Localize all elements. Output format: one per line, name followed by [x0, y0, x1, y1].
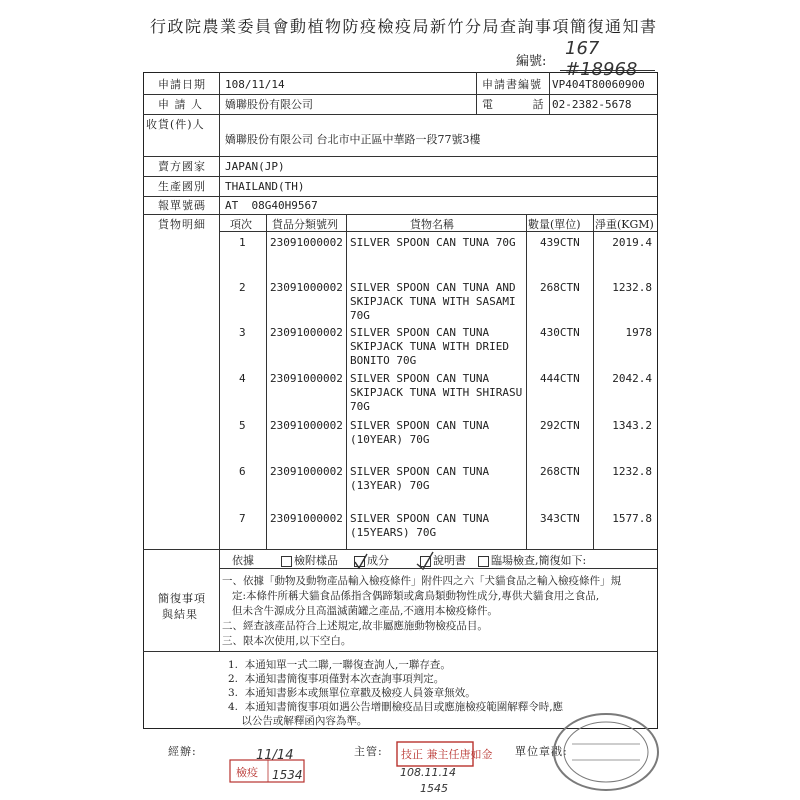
goods-row-name-line: SKIPJACK TUNA WITH DRIED	[350, 340, 509, 353]
seller-country-value: JAPAN(JP)	[225, 160, 285, 173]
grid-line	[346, 214, 347, 549]
grid-line	[526, 214, 527, 549]
goods-row-no: 7	[239, 512, 246, 525]
checkbox-inspection[interactable]	[478, 556, 489, 567]
grid-line	[143, 651, 657, 652]
goods-row-weight: 1978	[625, 326, 652, 339]
consignee-label: 收貨(件)人	[146, 118, 205, 131]
checkbox-inspection-label: 臨場檢查,簡復如下:	[491, 554, 587, 567]
goods-section-label: 貨物明細	[158, 218, 206, 231]
grid-line	[549, 72, 550, 114]
grid-line	[143, 214, 657, 215]
goods-row-code: 23091000002	[270, 512, 343, 525]
goods-row-name-line: SKIPJACK TUNA WITH SASAMI	[350, 295, 516, 308]
goods-row-name-line: SILVER SPOON CAN TUNA	[350, 465, 490, 478]
goods-row-name-line: (15YEARS) 70G	[350, 526, 437, 539]
result-section-label-2: 與結果	[162, 608, 198, 621]
goods-row-no: 4	[239, 372, 246, 385]
checkbox-sample[interactable]	[281, 556, 292, 567]
goods-row-name-line: SILVER SPOON CAN TUNA 70G	[350, 236, 516, 249]
grid-line	[476, 72, 477, 114]
phone-value: 02-2382-5678	[552, 98, 632, 111]
result-paragraph: 二、經查該產品符合上述規定,故非屬應施動物檢疫品目。	[222, 620, 488, 632]
column-header-weight: 淨重(KGM)	[595, 218, 654, 231]
grid-line	[593, 214, 594, 549]
column-header-code: 貨品分類號列	[272, 218, 338, 231]
note-item: 3. 本通知書影本或無單位章戳及檢疫人員簽章無效。	[228, 687, 476, 699]
applicant-label: 申 請 人	[158, 98, 203, 111]
goods-row-qty: 292CTN	[540, 419, 580, 432]
goods-row-weight: 1343.2	[612, 419, 652, 432]
result-paragraph: 定:本條件所稱犬貓食品係指含偶蹄類或禽鳥類動物性成分,專供犬貓食用之食品,	[232, 590, 600, 602]
goods-row-no: 5	[239, 419, 246, 432]
basis-label: 依據	[232, 554, 254, 567]
goods-row-code: 23091000002	[270, 281, 343, 294]
declaration-no-value: AT 08G40H9567	[225, 199, 318, 212]
goods-row-name-line: (13YEAR) 70G	[350, 479, 430, 492]
goods-row-code: 23091000002	[270, 236, 343, 249]
goods-row-qty: 439CTN	[540, 236, 580, 249]
goods-row-weight: 2019.4	[612, 236, 652, 249]
serial-label: 編號:	[516, 54, 547, 69]
goods-row-name-line: (10YEAR) 70G	[350, 433, 430, 446]
goods-row-qty: 430CTN	[540, 326, 580, 339]
application-no-value: VP404T80060900	[552, 78, 645, 91]
handler-label: 經辦:	[168, 745, 197, 758]
grid-line	[266, 214, 267, 549]
handler-stamp-text: 檢疫	[236, 766, 258, 779]
seller-country-label: 賣方國家	[158, 160, 206, 173]
grid-line	[143, 196, 657, 197]
note-item: 1. 本通知單一式二聯,一聯復查詢人,一聯存查。	[228, 659, 451, 671]
result-paragraph: 三、限本次使用,以下空白。	[222, 635, 352, 647]
checkbox-sample-label: 檢附樣品	[294, 554, 338, 567]
column-header-name: 貨物名稱	[410, 218, 454, 231]
goods-row-no: 2	[239, 281, 246, 294]
checkbox-ingredients-label: 成分	[367, 554, 389, 567]
result-section-label-1: 簡復事項	[158, 592, 206, 605]
checkbox-manual-label: 說明書	[433, 554, 466, 567]
checkmark-scribble-icon	[345, 548, 455, 572]
goods-row-name-line: BONITO 70G	[350, 354, 417, 367]
goods-row-name-line: SILVER SPOON CAN TUNA	[350, 419, 490, 432]
origin-value: THAILAND(TH)	[225, 180, 305, 193]
origin-label: 生產國別	[158, 180, 206, 193]
handwritten-time-2: 1545	[420, 782, 448, 795]
goods-row-code: 23091000002	[270, 465, 343, 478]
goods-row-qty: 343CTN	[540, 512, 580, 525]
consignee-value: 嬌聯股份有限公司 台北市中正區中華路一段77號3樓	[225, 133, 481, 146]
goods-row-code: 23091000002	[270, 326, 343, 339]
phone-label: 電 話	[482, 98, 545, 111]
serial-number-handwritten: 167 #18968	[565, 38, 638, 80]
handwritten-date: 11/14	[256, 748, 294, 763]
grid-line	[219, 72, 220, 651]
goods-row-weight: 1577.8	[612, 512, 652, 525]
goods-row-name-line: 70G	[350, 400, 370, 413]
supervisor-label: 主管:	[354, 745, 383, 758]
goods-row-no: 3	[239, 326, 246, 339]
grid-line	[143, 156, 657, 157]
goods-row-qty: 268CTN	[540, 465, 580, 478]
result-paragraph: 一、依據「動物及動物產品輸入檢疫條件」附件四之六「犬貓食品之輸入檢疫條件」規	[222, 575, 621, 587]
goods-row-code: 23091000002	[270, 419, 343, 432]
column-header-no: 項次	[230, 218, 252, 231]
column-header-qty: 數量(單位)	[528, 218, 581, 231]
note-item: 4. 本通知書簡復事項如遇公告增刪檢疫品目或應施檢疫範圍解釋令時,應	[228, 701, 564, 713]
grid-line	[143, 94, 657, 95]
goods-row-name-line: SILVER SPOON CAN TUNA	[350, 372, 490, 385]
document-title: 行政院農業委員會動植物防疫檢疫局新竹分局查詢事項簡復通知書	[150, 17, 658, 36]
goods-row-name-line: SILVER SPOON CAN TUNA	[350, 512, 490, 525]
goods-row-qty: 268CTN	[540, 281, 580, 294]
goods-row-name-line: SILVER SPOON CAN TUNA AND	[350, 281, 516, 294]
goods-row-code: 23091000002	[270, 372, 343, 385]
handwritten-supervisor-date: 108.11.14	[400, 766, 456, 779]
apply-date-label: 申請日期	[158, 78, 206, 91]
goods-row-name-line: SKIPJACK TUNA WITH SHIRASU	[350, 386, 523, 399]
goods-row-name-line: 70G	[350, 309, 370, 322]
goods-row-name-line: SILVER SPOON CAN TUNA	[350, 326, 490, 339]
serial-underline	[560, 70, 655, 71]
application-no-label: 申請書編號	[482, 78, 542, 91]
handwritten-time-1: 1534	[272, 768, 303, 782]
goods-row-weight: 1232.8	[612, 465, 652, 478]
office-seal-label: 單位章戳:	[515, 745, 568, 758]
applicant-value: 嬌聯股份有限公司	[225, 98, 313, 111]
declaration-no-label: 報單號碼	[158, 199, 206, 212]
grid-line	[143, 114, 657, 115]
goods-row-weight: 2042.4	[612, 372, 652, 385]
goods-row-no: 6	[239, 465, 246, 478]
goods-row-weight: 1232.8	[612, 281, 652, 294]
note-item: 以公告或解釋函內容為準。	[228, 715, 368, 727]
apply-date-value: 108/11/14	[225, 78, 285, 91]
supervisor-stamp-text: 技正 兼主任唐如金	[401, 748, 493, 761]
goods-row-qty: 444CTN	[540, 372, 580, 385]
office-seal-icon	[548, 700, 658, 790]
goods-row-no: 1	[239, 236, 246, 249]
grid-line	[143, 176, 657, 177]
note-item: 2. 本通知書簡復事項僅對本次查詢事項判定。	[228, 673, 445, 685]
result-paragraph: 但未含牛源成分且高溫滅菌罐之產品,不適用本檢疫條件。	[232, 605, 498, 617]
